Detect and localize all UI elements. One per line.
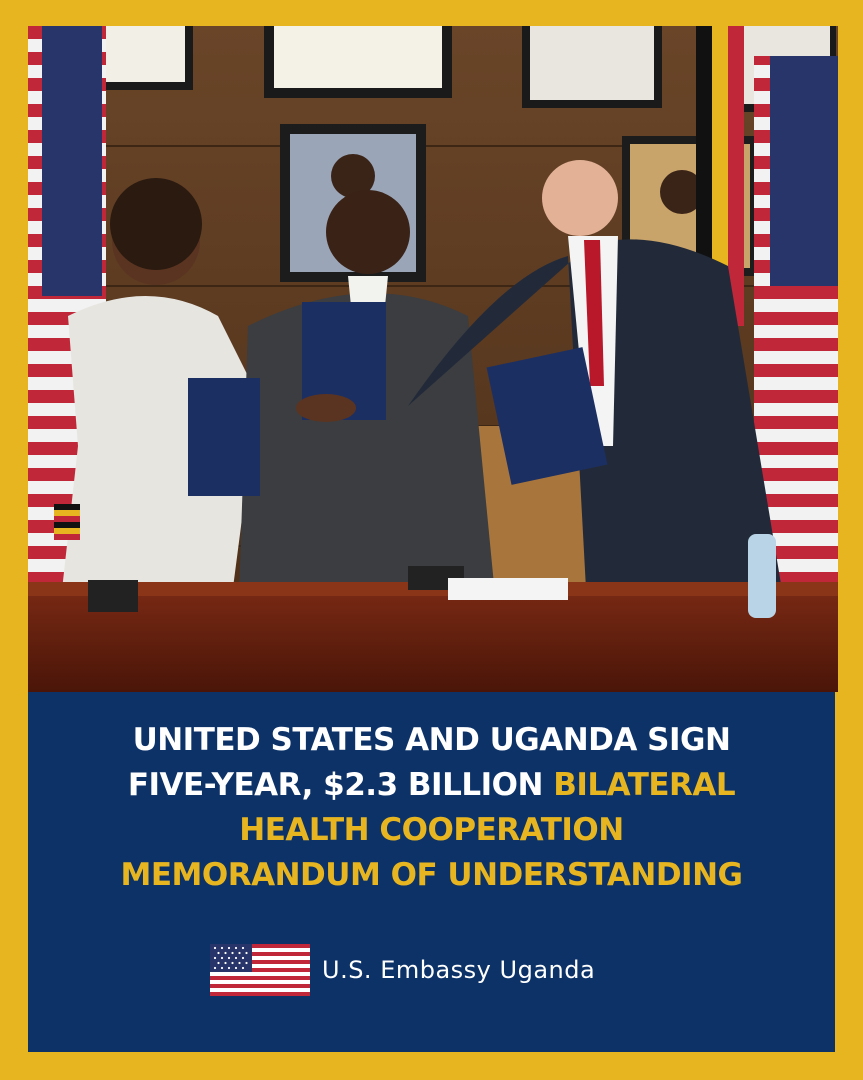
embassy-name: U.S. Embassy Uganda bbox=[322, 956, 596, 984]
headline-line-3: HEALTH COOPERATION bbox=[239, 812, 624, 848]
headline-line-2-white: FIVE-YEAR, $2.3 BILLION bbox=[127, 767, 554, 803]
headline-panel bbox=[28, 692, 835, 1052]
headline-line-4: MEMORANDUM OF UNDERSTANDING bbox=[120, 857, 743, 893]
us-flag-icon bbox=[210, 944, 310, 996]
headline-line-1: UNITED STATES AND UGANDA SIGN bbox=[132, 722, 731, 758]
headline-line-2-gold: BILATERAL bbox=[553, 767, 736, 803]
headline-line-2 bbox=[28, 763, 835, 808]
headline bbox=[28, 718, 835, 898]
embassy-footer bbox=[210, 944, 595, 996]
signing-ceremony-photo bbox=[28, 26, 838, 692]
